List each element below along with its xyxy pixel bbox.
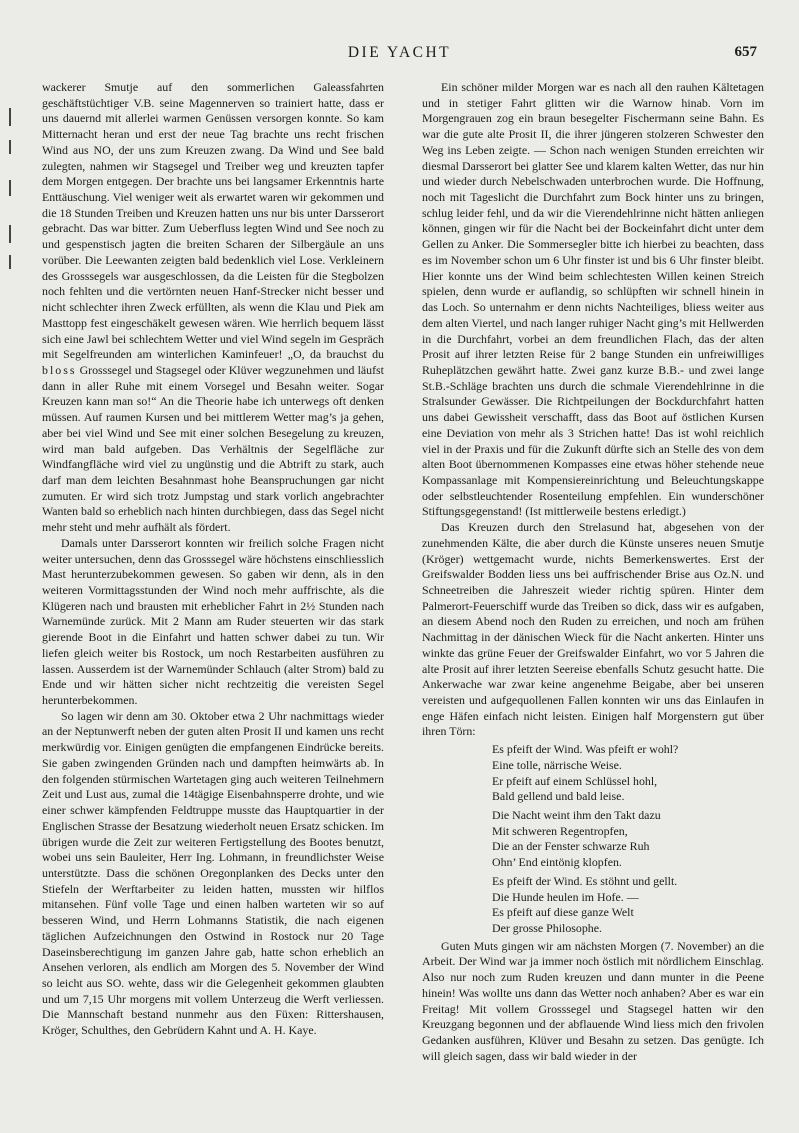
poem-line: Es pfeift der Wind. Es stöhnt und gellt. xyxy=(492,873,678,888)
poem-line: Mit schweren Regentropfen, xyxy=(492,823,628,838)
poem-line: Es pfeift der Wind. Was pfeift er wohl? xyxy=(492,742,679,757)
margin-mark xyxy=(9,108,11,126)
margin-mark xyxy=(9,255,11,269)
poem-line: Bald gellend und bald leise. xyxy=(492,789,625,804)
poem-stanza xyxy=(492,874,764,937)
left-column xyxy=(42,80,384,1039)
margin-mark xyxy=(9,140,11,154)
poem-line: Es pfeift auf diese ganze Welt xyxy=(492,905,634,920)
poem-stanza xyxy=(492,742,764,805)
poem-stanza xyxy=(492,808,764,871)
poem-line: Der grosse Philosophe. xyxy=(492,920,602,935)
running-title: DIE YACHT xyxy=(347,44,452,61)
margin-mark xyxy=(9,180,11,196)
margin-mark xyxy=(9,225,11,243)
page-number: 657 xyxy=(734,44,757,60)
page-header xyxy=(0,44,799,64)
poem xyxy=(492,742,764,936)
right-column xyxy=(422,80,764,1064)
poem-line: Die Nacht weint ihm den Takt dazu xyxy=(492,808,661,822)
paragraph: Damals unter Darsserort konnten wir freilich solche Fragen nicht weiter untersuchen, denn das Grosssegel wäre höchstens einschliesslich Mast herunterzubekommen gewesen. So gaben wir denn, als in den weiteren Vormittagsstunden der Wind noch mehr auffrischte, als die Klügeren nach und brausten mit erheblicher Fahrt in 2½ Stunden nach Warnemünde zurück. Mit 2 Mann am Ruder steuerten wir das stark gierende Boot in die Einfahrt und hatten schwer dabei zu tun. Wir liefen gleich weiter bis Rostock, um noch Restarbeiten ausführen zu lassen. Ausserdem ist der Warnemünder Schlauch (alter Strom) bald zu Ende und wir hätten sicher nicht rechtzeitig die vereisten Segel herunterbekommen. xyxy=(42,535,384,708)
poem-line: Die an der Fenster schwarze Ruh xyxy=(492,839,650,854)
poem-line: Ohn’ End eintönig klopfen. xyxy=(492,855,622,870)
paragraph: Ein schöner milder Morgen war es nach all den rauhen Kältetagen und in stetiger Fahrt glitten wir die Warnow hinab. Vorn im Morgengrauen zog ein braun besegelter Fischermann seine Bahn. Es war die gute alte Prosit II, die ihrer jüngeren stolzeren Schwester den Weg ins Leben zeigte. — Schon nach wenigen Stunden erreichten wir diesmal Darsserort bei glatter See und klarem kalten Wetter, das nur hin und wieder durch Nebelschwaden unterbrochen wurde. Die Hoffnung, noch mit Tageslicht die Durchfahrt zum Bock hinter uns zu bringen, schlug leider fehl, und da wir die Vierendehlrinne nicht hätten anliegen können, gingen wir für die Nacht bei der Bockeinfahrt dicht unter dem Gellen zu Anker. Die Sommersegler bitte ich hierbei zu beachten, dass es im November schon um 6 Uhr finster ist und bis 6 Uhr finster bleibt. Hier konnte uns der Wind beim schlechtesten Willen keinen Streich spielen, denn wurde er auflandig, so schlüpften wir schnell hinein in das Loch. So unternahm er denn nichts Nachteiliges, bliess weiter aus dem alten Viertel, und nach langer ruhiger Nacht ging’s mit Hellwerden in die Durchfahrt, vorbei an dem freundlichen Flach, das der alten Prosit auf ihrer letzten Reise für 2 bange Stunden ein unfreiwilliges Ruheplätzchen gewährt hatte. Zwei ganz kurze B.B.- und zwei lange St.B.-Schläge brachten uns durch die schmale Vierendehlrinne in die Stralsunder Gewässer. Die Richtpeilungen der Bockdurchfahrt hatten uns dabei Gewissheit verschafft, dass das Boot auf östlichen Kursen eine Deviation von mehr als 3 Strichen hatte! Das ist wohl reichlich viel in der Praxis und für die Zukunft dürfte sich an Stelle des von dem alten Boot übernommenen Kompasses eine etwas höher stehende neue Kompassanlage mit Kompensiereinrichtung und Beleuchtungskappe oder selbstleuchtender Rosenteilung empfehlen. Ein wunderschöner Stiftungsgegenstand! (Ist mittlerweile bestens erledigt.) xyxy=(422,80,764,519)
paragraph: Guten Muts gingen wir am nächsten Morgen (7. November) an die Arbeit. Der Wind war ja immer noch östlich mit nördlichem Einschlag. Also nur noch zum Ruden kreuzen und dann munter in die Peene hinein! Was wollte uns dann das Wetter noch anhaben? Aber es war ein Freitag! Mit vollem Grosssegel und Stagsegel hatten wir den Kreuzgang begonnen und der abflauende Wind liess mich den frivolen Gedanken ausführen, Klüver und Besahn zu setzen. Das genügte. Ich will gleich sagen, dass wir bald wieder in der xyxy=(422,938,764,1063)
paragraph: wackerer Smutje auf den sommerlichen Galeassfahrten geschäftstüchtiger V.B. seine Magennerven so trainiert hatte, dass er uns dauernd mit allerlei warmen Genüssen versorgen konnte. So kam Mitternacht heran und erst der neue Tag brachte uns recht frischen Wind aus NO, der uns zum Kreuzen zwang. Da Wind und See bald zulegten, nahmen wir Stagsegel und Treiber weg und kreuzten tapfer dem Morgen entgegen. Der brachte uns bei langsamer Erkenntnis harte Enttäuschung. Viel weniger weit als erwartet waren wir gekommen und die 18 Stunden Treiben und Kreuzen hatten uns nur bis unter Darsserort gebracht. Das war bitter. Zum Ueberfluss legten Wind und See noch zu und gespenstisch jagten die breiten Scharen der Silbergäule an uns vorüber. Die Leewanten zeigten bald bedenklich viel Lose. Verkleinern des Grosssegels war ausgeschlossen, da die Leisten für die Stegbolzen noch fehlten und die vertörnten neuen Hanf-Strecker nicht besser und nicht schlechter ihren Zweck erfüllten, als wenn die Klau und Piek am Masttopp fest eingeschäkelt gewesen wären. Wie herrlich bequem lässt sich eine Jawl bei schlechtem Wetter und viel Wind segeln im Gespräch mit Segelfreunden am winterlichen Kaminfeuer! „O, da brauchst du bloss Grosssegel und Stagsegel oder Klüver wegzunehmen und läufst dann in aller Ruhe mit einem Vorsegel und Besahn weiter. Sogar Kreuzen kann man so!“ An die Theorie habe ich unterwegs oft denken müssen. Auf raumen Kursen und bei mittlerem Wetter mag’s ja gehen, aber bei viel Wind und See mit einer solchen Besegelung zu kreuzen, wird man bald aufgeben. Das Verhältnis der Segelfläche zur Windfangfläche wird viel zu ungünstig und die Abtrift zu stark, auch darf man dem leichten Besahnmast hohe Beanspruchungen gar nicht zumuten. Er wird sich trotz Jumpstag und stark vorlich angebrachter Wanten bald so erheblich nach hinten durchbiegen, dass das Segel nicht mehr steht und mehr aufhält als fördert. xyxy=(42,80,384,535)
emphasis-spaced: bloss xyxy=(42,362,77,377)
poem-line: Die Hunde heulen im Hofe. — xyxy=(492,889,639,904)
paragraph: Das Kreuzen durch den Strelasund hat, abgesehen von der zunehmenden Kälte, die aber durch die Künste unseres neuen Smutje (Kröger) wettgemacht wurde, nichts Bemerkenswertes. Erst der Greifswalder Bodden liess uns bei auffrischender Brise aus Oz.N. und Schneetreiben die Jahreszeit wieder richtig spüren. Hinter dem Palmerort-Feuerschiff wurde das Treiben so dick, dass wir es aufgaben, an diesem Abend noch den Ruden zu erreichen, und noch am frühen Nachmittag in der dänischen Wieck für die Nacht ankerten. Hinter uns winkte das grüne Feuer der Greifswalder Einfahrt, wo vor 5 Jahren die alte Prosit auf ihrer letzten Seereise ebenfalls Schutz gesucht hatte. Die Ankerwache war zwar keine angenehme Beigabe, aber bei unseren vereisten und aufgequollenen Fallen konnten wir uns das Einlaufen in enge Häfen einfach nicht leisten. Einigen half Morgenstern gut über ihren Törn: xyxy=(422,520,764,739)
poem-line: Eine tolle, närrische Weise. xyxy=(492,757,622,772)
paragraph: So lagen wir denn am 30. Oktober etwa 2 Uhr nachmittags wieder an der Neptunwerft neben der guten alten Prosit II und kamen uns recht merkwürdig vor. Einigen genügten die empfangenen Eindrücke bereits. Sie gaben zwingenden Gründen nach und dampften heimwärts ab. In den folgenden stürmischen Wartetagen ging auch weiteren Teilnehmern Zeit und Lust aus, zumal die 14tägige Eisenbahnsperre drohte, und wie einer schwer kämpfenden Feldtruppe musste das Hauptquartier in der Englischen Strasse der Besatzung wiederholt neuen Ersatz schicken. Im übrigen wurde die Zeit zur weiteren Fertigstellung des Bootes benutzt, wobei uns sein Bauleiter, Herr Ing. Lohmann, in freundlichster Weise unterstützte. Dass die schönen Oregonplanken des Decks unter den Stiefeln der Werftarbeiter zu leiden hatten, mussten wir hilflos mitansehen. Fünf volle Tage und einen halben warteten wir so auf besseren Wind, und Herrn Lohmanns Statistik, die nach eigenen täglichen Aufzeichnungen den Ostwind in Rostock nur 20 Tage Daseinsberechtigung im ganzen Jahre gab, hatte schon erheblich an Ansehen verloren, als endlich am Morgen des 5. November der Wind so leicht aus SO. wehte, dass wir die Gelegenheit gekommen glaubten und um 7,15 Uhr morgens mit vollem Unterzeug die Werft verliessen. Die Mannschaft bestand nunmehr aus den Füxen: Rittershausen, Kröger, Schulthes, den Gebrüdern Kahnt und A. H. Kaye. xyxy=(42,708,384,1038)
poem-line: Er pfeift auf einem Schlüssel hohl, xyxy=(492,773,658,788)
